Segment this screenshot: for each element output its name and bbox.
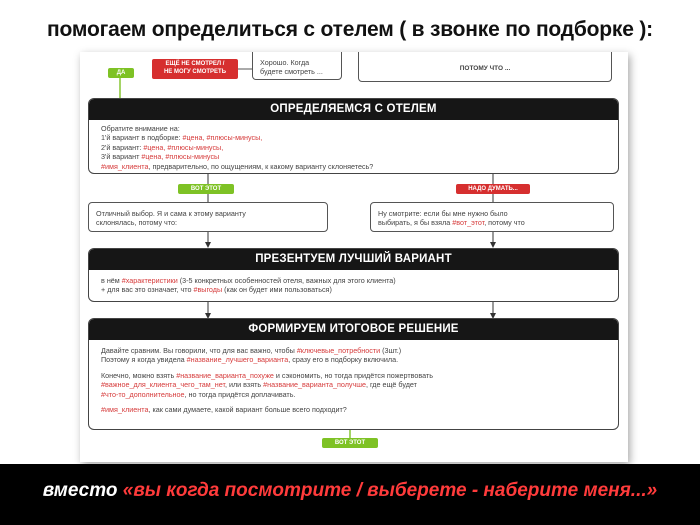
bottom-banner-text: [0, 480, 700, 502]
final-decision-card: [88, 318, 619, 430]
slide-title: помогаем определиться с отелем ( в звонке по подборке ):: [47, 18, 653, 41]
because-text: ПОТОМУ ЧТО ...: [459, 65, 511, 72]
decide-p6-b: , как сами думаете, какой вариант больше всего подходит?: [148, 405, 347, 415]
decide-p3: [101, 371, 606, 380]
decide-p6-tag: #имя_клиента: [101, 405, 149, 415]
decide-p1-a: Давайте сравним. Вы говорили, что для вас важно, чтобы: [101, 346, 297, 355]
if-i-were-line2-end: , потому что: [484, 218, 525, 227]
decide-p1-tag: #ключевые_потребности: [296, 346, 381, 355]
great-choice-line1: Отличный выбор. Я и сама к этому варианту: [96, 209, 246, 218]
present-line2-b: (как он будет ими пользоваться): [222, 285, 332, 295]
final-decision-header: ФОРМИРУЕМ ИТОГОВОЕ РЕШЕНИЕ: [89, 319, 618, 340]
decide-p5-b: , но тогда придётся доплачивать.: [184, 389, 296, 399]
final-this-one-tag[interactable]: ВОТ ЭТОТ: [322, 438, 378, 448]
this-one-tag[interactable]: ВОТ ЭТОТ: [178, 184, 234, 194]
present-line1-tag: #характеристики: [121, 276, 178, 285]
decide-p3-b: и сэкономить, но тогда придётся пожертвовать: [273, 370, 433, 380]
great-choice-line2: склонялась, потому что:: [96, 218, 177, 227]
present-best-card: [88, 248, 619, 302]
choose-line4: [101, 152, 606, 161]
decide-p2-tag: #название_лучшего_варианта: [186, 355, 289, 365]
choose-hotel-header: ОПРЕДЕЛЯЕМСЯ С ОТЕЛЕМ: [89, 99, 618, 120]
yes-tag[interactable]: ДА: [108, 68, 134, 78]
not-watched-tag-line2: НЕ МОГУ СМОТРЕТЬ: [163, 68, 227, 75]
choose-line4-text: 3'й вариант: [101, 152, 142, 162]
if-i-were-line2-tag: #вот_этот: [452, 218, 485, 227]
decide-p4-c: , где ещё будет: [366, 380, 417, 390]
choose-line5-text: , предварительно, по ощущениям, к какому варианту склоняетесь?: [148, 161, 374, 171]
if-i-were-choosing-bubble: [370, 202, 614, 232]
not-watched-tag[interactable]: [152, 59, 238, 79]
bottom-banner: [0, 464, 700, 525]
choose-hotel-card: [88, 98, 619, 174]
not-watched-tag-line1: ЕЩЁ НЕ СМОТРЕЛ /: [165, 61, 225, 67]
decide-p5: [101, 390, 606, 399]
present-line1: [101, 276, 606, 285]
choose-line5-tag: #имя_клиента: [101, 161, 149, 171]
choose-line4-tags: #цена, #плюсы-минусы: [141, 152, 220, 162]
present-line1-b: (3-5 конкретных особенностей отеля, важных для этого клиента): [177, 276, 396, 285]
choose-line2-text: 1'й вариант в подборке:: [101, 133, 183, 143]
decide-p4: [101, 380, 606, 389]
present-line2-tag: #выгоды: [193, 285, 223, 295]
decide-p3-tag: #название_варианта_похуже: [176, 370, 274, 380]
instead-word: вместо: [42, 480, 123, 501]
watch-later-line2: будете смотреть ...: [260, 67, 323, 76]
present-best-body: [89, 270, 618, 299]
present-best-header: ПРЕЗЕНТУЕМ ЛУЧШИЙ ВАРИАНТ: [89, 249, 618, 270]
present-line1-a: в нём: [101, 276, 122, 285]
present-line2-a: + для вас это означает, что: [101, 285, 194, 295]
need-to-think-tag[interactable]: НАДО ДУМАТЬ...: [456, 184, 530, 194]
choose-line2: [101, 133, 606, 142]
choose-line2-tags: #цена, #плюсы-минусы,: [182, 133, 263, 143]
final-decision-body: [89, 340, 618, 418]
decide-p3-a: Конечно, можно взять: [101, 370, 177, 380]
choose-line1: Обратите внимание на:: [101, 124, 180, 133]
choose-line3-text: 2'й вариант:: [101, 142, 144, 152]
choose-line5: [101, 162, 606, 171]
watch-later-line1: Хорошо. Когда: [260, 58, 310, 67]
decide-p2: [101, 355, 606, 364]
decide-p4-b: , или взять: [224, 380, 264, 390]
choose-line3: [101, 143, 606, 152]
if-i-were-line2: [378, 218, 606, 227]
if-i-were-line2-text: выбирать, я бы взяла: [378, 218, 453, 227]
great-choice-bubble: [88, 202, 328, 232]
watch-later-bubble: [252, 52, 342, 80]
decide-p5-tag: #что-то_дополнительное: [101, 389, 185, 399]
decide-p6: [101, 405, 606, 414]
decide-p1: [101, 346, 606, 355]
decide-p2-a: Поэтому я когда увидела: [101, 355, 187, 365]
if-i-were-line1: Ну смотрите: если бы мне нужно было: [378, 209, 508, 218]
flowchart-sheet: [80, 52, 628, 462]
decide-p4-tag1: #важное_для_клиента_чего_там_нет: [101, 380, 225, 390]
decide-p4-tag2: #название_варианта_получше: [263, 380, 366, 390]
decide-p1-b: (3шт.): [380, 346, 402, 355]
because-bubble: [358, 52, 612, 82]
choose-line3-tags: #цена, #плюсы-минусы,: [143, 142, 224, 152]
decide-p2-b: , сразу его в подборку включила.: [288, 355, 399, 365]
choose-hotel-body: [89, 120, 618, 174]
instead-quote: «вы когда посмотрите / выберете - наберите меня...»: [122, 480, 658, 501]
present-line2: [101, 285, 606, 294]
